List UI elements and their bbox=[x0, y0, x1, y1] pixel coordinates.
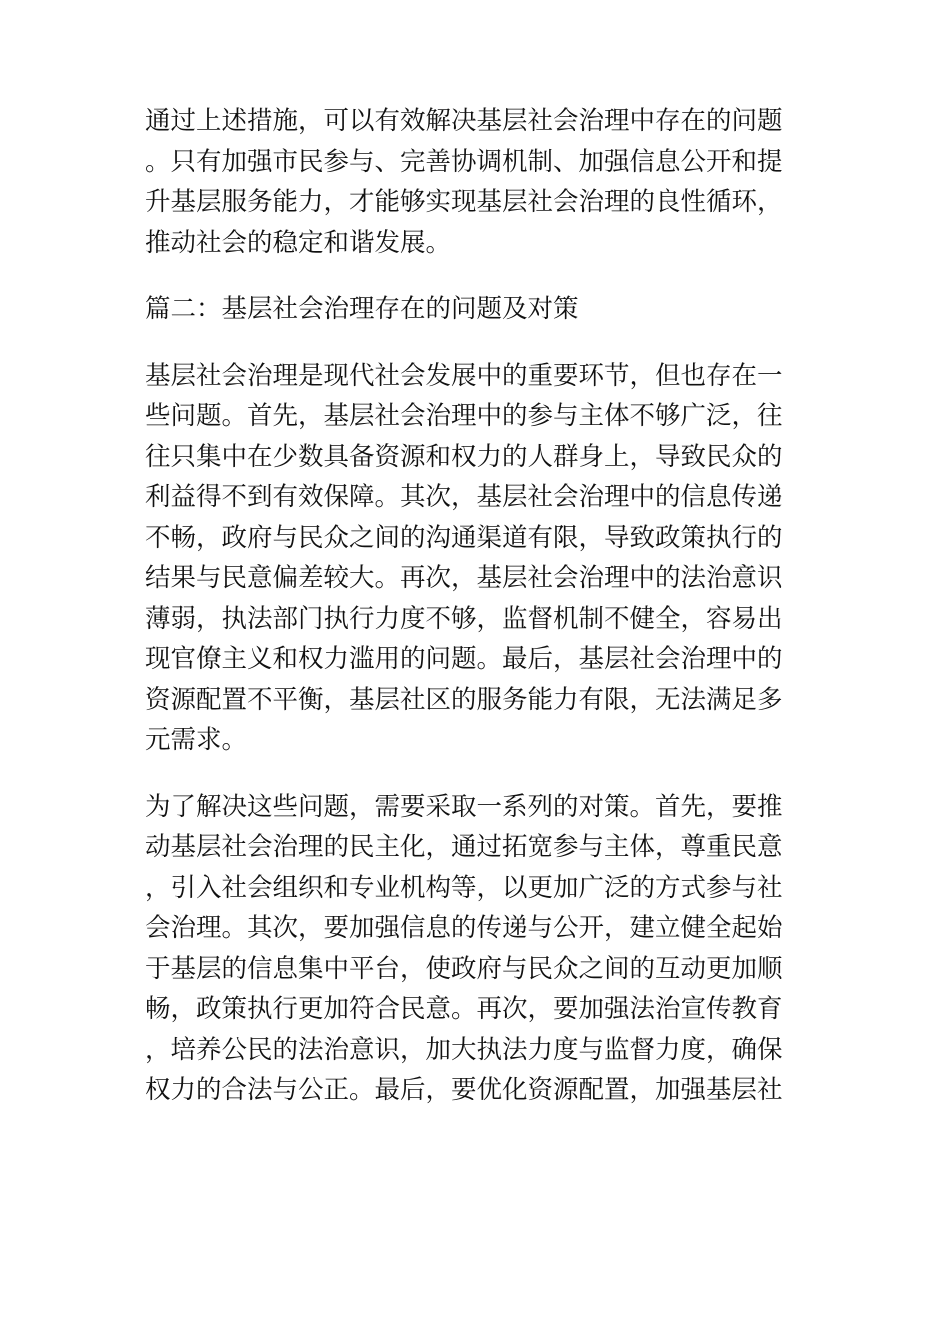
paragraph-gap bbox=[145, 330, 795, 356]
paragraph-conclusion bbox=[145, 101, 795, 263]
text-line: 升基层服务能力，才能够实现基层社会治理的良性循环， bbox=[145, 187, 783, 217]
text-line: ，引入社会组织和专业机构等，以更加广泛的方式参与社 bbox=[145, 872, 783, 903]
text-line: 薄弱，执法部门执行力度不够，监督机制不健全，容易出 bbox=[145, 603, 783, 634]
text-line: 利益得不到有效保障。其次，基层社会治理中的信息传递 bbox=[145, 482, 783, 512]
text-line: 些问题。首先，基层社会治理中的参与主体不够广泛，往 bbox=[145, 401, 783, 431]
text-line: 通过上述措施，可以有效解决基层社会治理中存在的问题 bbox=[145, 106, 783, 136]
text-line: 现官僚主义和权力滥用的问题。最后，基层社会治理中的 bbox=[145, 644, 783, 674]
text-line: 元需求。 bbox=[145, 725, 248, 755]
paragraph-gap bbox=[145, 761, 795, 787]
paragraph-countermeasures bbox=[145, 787, 795, 1111]
paragraph-gap bbox=[145, 263, 795, 289]
text-line: 畅，政策执行更加符合民意。再次，要加强法治宣传教育 bbox=[145, 994, 783, 1024]
paragraph-problems bbox=[145, 356, 795, 761]
text-line: 于基层的信息集中平台，使政府与民众之间的互动更加顺 bbox=[145, 953, 783, 984]
text-line: 资源配置不平衡，基层社区的服务能力有限，无法满足多 bbox=[145, 684, 783, 715]
document-body bbox=[145, 101, 795, 1111]
text-line: 。只有加强市民参与、完善协调机制、加强信息公开和提 bbox=[145, 146, 783, 177]
text-line: 往只集中在少数具备资源和权力的人群身上，导致民众的 bbox=[145, 441, 783, 472]
text-line: 会治理。其次，要加强信息的传递与公开，建立健全起始 bbox=[145, 913, 783, 943]
text-line: 结果与民意偏差较大。再次，基层社会治理中的法治意识 bbox=[145, 563, 783, 593]
text-line: 不畅，政府与民众之间的沟通渠道有限，导致政策执行的 bbox=[145, 522, 783, 553]
text-line: 推动社会的稳定和谐发展。 bbox=[145, 227, 452, 258]
text-line: 动基层社会治理的民主化，通过拓宽参与主体，尊重民意 bbox=[145, 832, 783, 862]
heading-line: 篇二：基层社会治理存在的问题及对策 bbox=[145, 294, 579, 324]
text-line: 权力的合法与公正。最后，要优化资源配置，加强基层社 bbox=[145, 1075, 783, 1105]
text-line: 基层社会治理是现代社会发展中的重要环节，但也存在一 bbox=[145, 360, 783, 391]
text-line: ，培养公民的法治意识，加大执法力度与监督力度，确保 bbox=[145, 1034, 783, 1065]
text-line: 为了解决这些问题，需要采取一系列的对策。首先，要推 bbox=[145, 791, 783, 822]
section-heading bbox=[145, 289, 795, 330]
